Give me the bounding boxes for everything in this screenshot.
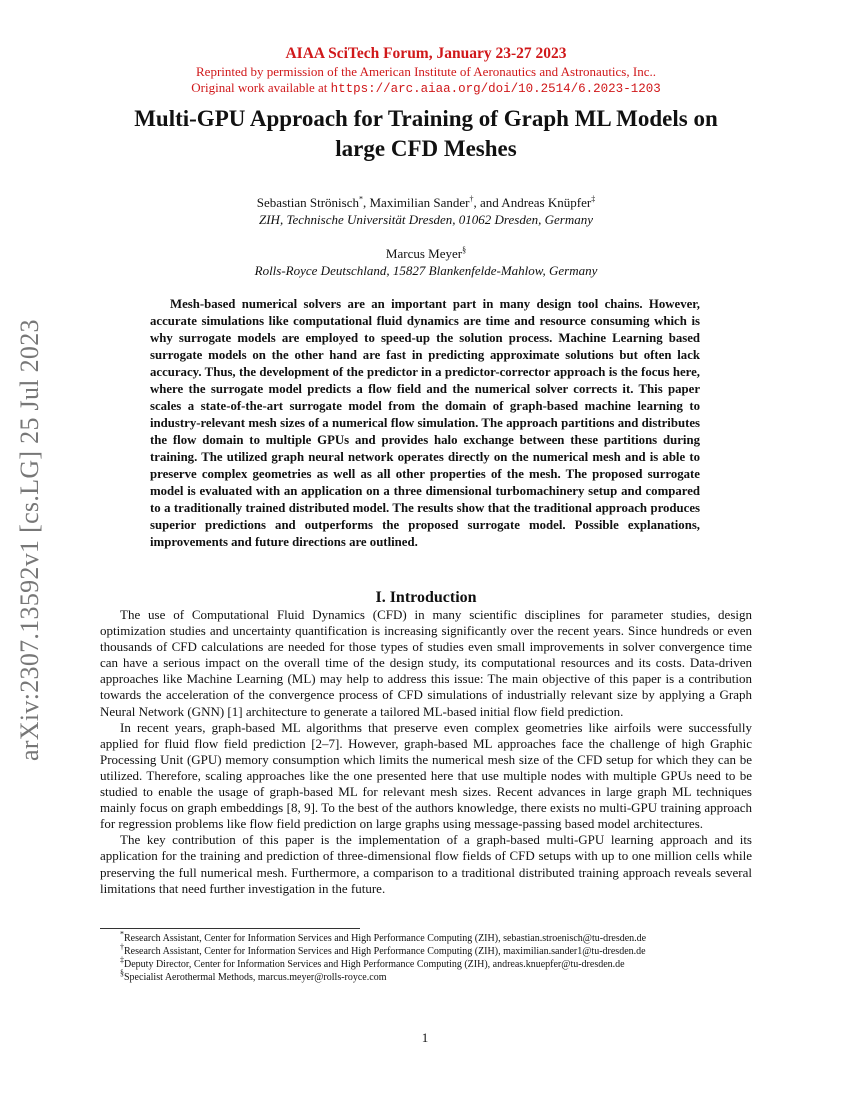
original-work-prefix: Original work available at xyxy=(191,80,331,95)
footnote xyxy=(100,955,752,971)
author-group-1 xyxy=(100,194,752,228)
author-name: , Maximilian Sander xyxy=(362,195,470,210)
footnote-text: Deputy Director, Center for Information Services and High Performance Computing (ZIH), andreas.knuepfer@tu-dresden.de xyxy=(124,959,625,970)
footnotes xyxy=(100,929,752,984)
author-names-1 xyxy=(100,194,752,211)
author-name: , and Andreas Knüpfer xyxy=(473,195,592,210)
footnote-rule xyxy=(100,928,360,929)
author-names-2 xyxy=(100,245,752,262)
footnote-marker: ‡ xyxy=(591,194,596,204)
paragraph: The use of Computational Fluid Dynamics (CFD) in many scientific disciplines for parameter studies, design optimization studies and uncertainty quantification is increasing significantly over the recent years. Since hundreds or even thousands of CFD calculations are needed for those types of studies even small improvements in solver convergence time can have a serious impact on the overall time of the design study, its computational resources and its costs. Data-driven approaches like Machine Learning (ML) may help to address this issue: The main objective of this paper is a contribution towards the acceleration of the convergence process of CFD simulations of industrially relevant size by applying a Graph Neural Network (GNN) [1] architecture to generate a tailored ML-based initial flow field prediction. xyxy=(100,607,752,719)
intro-body xyxy=(100,607,752,897)
reprint-notice: Reprinted by permission of the American Institute of Aeronautics and Astronautics, Inc.. xyxy=(196,64,656,79)
paragraph: The key contribution of this paper is the implementation of a graph-based multi-GPU learning approach and its application for the training and prediction of three-dimensional flow fields of CFD setups with up to one million cells while preserving the full numerical mesh. Furthermore, a comparison to a traditional distributed training approach reveals several limitations that need further investigation in the future. xyxy=(100,832,752,896)
footnote-marker: * xyxy=(358,194,363,204)
footnote-marker: * xyxy=(120,929,124,939)
title-line-2: large CFD Meshes xyxy=(335,136,517,161)
doi-link[interactable]: https://arc.aiaa.org/doi/10.2514/6.2023-1203 xyxy=(330,82,661,96)
section-heading: I. Introduction xyxy=(375,589,477,606)
footnote xyxy=(100,929,752,945)
arxiv-stamp: arXiv:2307.13592v1 [cs.LG] 25 Jul 2023 xyxy=(15,319,44,761)
footnote-marker: † xyxy=(469,194,474,204)
title-line-1: Multi-GPU Approach for Training of Graph ML Models on xyxy=(134,106,718,131)
original-work-line xyxy=(100,80,752,97)
venue-header xyxy=(100,44,752,97)
affiliation-2: Rolls-Royce Deutschland, 15827 Blankenfelde-Mahlow, Germany xyxy=(254,263,598,278)
conference-line: AIAA SciTech Forum, January 23-27 2023 xyxy=(285,45,567,62)
author-group-2 xyxy=(100,245,752,279)
affiliation-1: ZIH, Technische Universität Dresden, 01062 Dresden, Germany xyxy=(259,212,593,227)
paragraph: In recent years, graph-based ML algorithms that preserve even complex geometries like airfoils were successfully applied for fluid flow field prediction [2–7]. However, graph-based ML approaches face the challenge of high Graphic Processing Unit (GPU) memory consumption which limits the numerical mesh size of the CFD setup for which they can be utilized. Therefore, scaling approaches like the one presented here that use multiple nodes with multiple GPUs need to be studied to enable the usage of graph-based ML for relevant mesh sizes. Recent advances in large graph ML techniques mainly focus on graph embeddings [8, 9]. To the best of the authors knowledge, there exists no multi-GPU training approach for regression problems like flow field prediction on large graphs using message-passing based model architectures. xyxy=(100,719,752,832)
paper-title xyxy=(100,104,752,164)
author-name: Marcus Meyer xyxy=(385,246,463,261)
footnote xyxy=(100,942,752,958)
author-name: Sebastian Strönisch xyxy=(256,195,359,210)
page-number: 1 xyxy=(421,1030,429,1045)
footnote-text: Research Assistant, Center for Information Services and High Performance Computing (ZIH), maximilian.sander1@tu-dresden.de xyxy=(124,946,646,957)
abstract: Mesh-based numerical solvers are an important part in many design tool chains. However, accurate simulations like computational fluid dynamics are time and resource consuming which is why surrogate models are employed to speed-up the solution process. Machine Learning based surrogate models on the other hand are fast in predicting approximate solutions but often lack accuracy. Thus, the development of the predictor in a predictor-corrector approach is the focus here, where the surrogate model predicts a flow field and the numerical solver corrects it. This paper scales a state-of-the-art surrogate model from the domain of graph-based machine learning to industry-relevant mesh sizes of a numerical flow simulation. The approach partitions and distributes the flow domain to multiple GPUs and provides halo exchange between these partitions during training. The utilized graph neural network operates directly on the numerical mesh and is able to preserve complex geometries as well as all other properties of the mesh. The proposed surrogate model is evaluated with an application on a three dimensional turbomachinery setup and compared to a traditionally trained distributed model. The results show that the traditional approach produces superior predictions and outperforms the proposed surrogate model. Possible explanations, improvements and future directions are outlined. xyxy=(150,297,700,549)
footnote-marker: § xyxy=(120,968,124,978)
footnote-marker: § xyxy=(462,245,467,255)
footnote-text: Research Assistant, Center for Information Services and High Performance Computing (ZIH), sebastian.stroenisch@tu-dresden.de xyxy=(124,933,647,944)
footnote-marker: † xyxy=(120,942,124,952)
footnote-text: Specialist Aerothermal Methods, marcus.meyer@rolls-royce.com xyxy=(124,972,387,983)
footnote-marker: ‡ xyxy=(120,955,124,965)
footnote xyxy=(100,968,752,984)
